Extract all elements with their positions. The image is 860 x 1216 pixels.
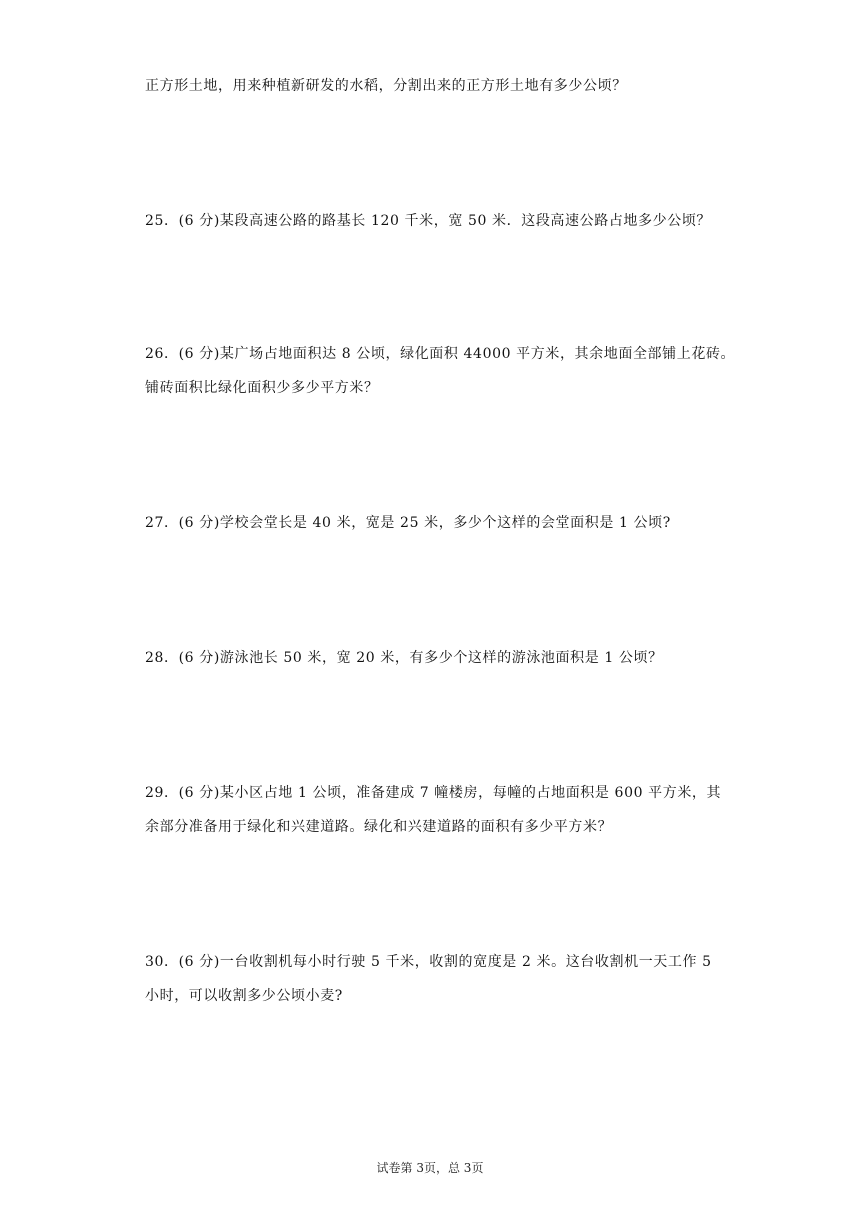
question-29-text-line2: 余部分准备用于绿化和兴建道路。绿化和兴建道路的面积有多少平方米？ [145,819,613,835]
question-24-continuation: 正方形土地，用来种植新研发的水稻，分割出来的正方形土地有多少公顷？ [145,78,627,94]
question-26-text-line1: 26．(6 分)某广场占地面积达 8 公顷，绿化面积 44000 平方米，其余地面全部铺上花砖。 [145,346,736,362]
question-30-text-line2: 小时，可以收割多少公顷小麦? [145,988,343,1004]
question-30-text-line1: 30．(6 分)一台收割机每小时行驶 5 千米，收割的宽度是 2 米。这台收割机一天工作 5 [145,954,712,970]
question-25-text: 25．(6 分)某段高速公路的路基长 120 千米，宽 50 米．这段高速公路占地多少公顷？ [145,213,712,229]
page-footer: 试卷第 3页，总 3页 [376,1161,484,1175]
question-26-text-line2: 铺砖面积比绿化面积少多少平方米？ [145,380,379,396]
question-27-text: 27．(6 分)学校会堂长是 40 米，宽是 25 米，多少个这样的会堂面积是 1 公顷? [145,515,671,531]
question-28-text: 28．(6 分)游泳池长 50 米，宽 20 米，有多少个这样的游泳池面积是 1 公顷？ [145,650,663,666]
question-29-text-line1: 29．(6 分)某小区占地 1 公顷，准备建成 7 幢楼房，每幢的占地面积是 600 平方米，其 [145,785,722,801]
